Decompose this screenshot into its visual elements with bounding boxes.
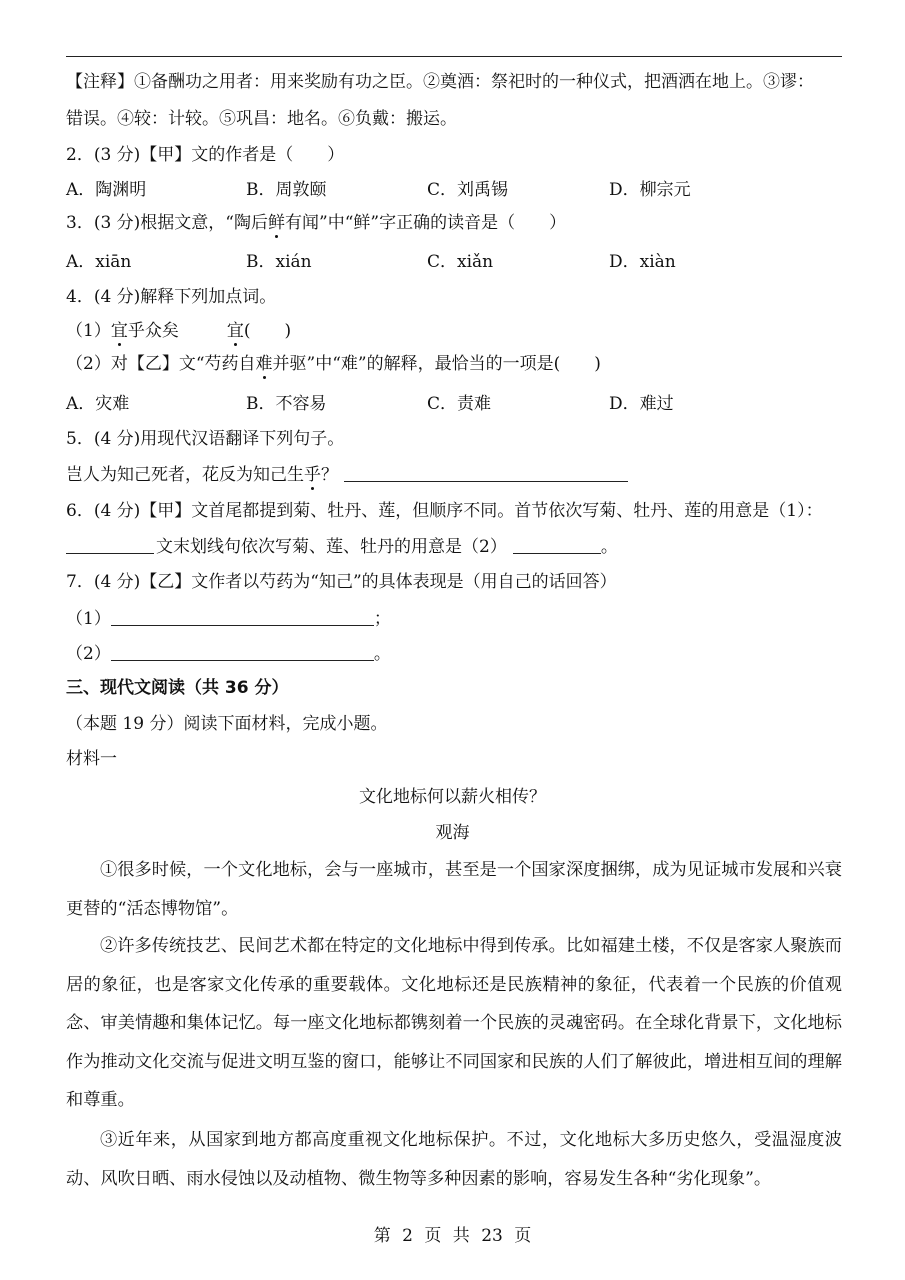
annotation-note: 【注释】①备酬功之用者：用来奖励有功之臣。②奠酒：祭祀时的一种仪式，把酒洒在地上。③谬： (66, 72, 814, 92)
q3-option-d[interactable]: D．xiàn (609, 252, 676, 272)
q4-option-b[interactable]: B．不容易 (246, 394, 327, 414)
q5-sentence (66, 464, 628, 486)
q7-answer-blank-1[interactable] (111, 608, 374, 626)
q4-sub1-word: 宜 (226, 321, 244, 341)
section-3-title: 三、现代文阅读（共 36 分） (66, 678, 289, 698)
article-paragraph-2: ②许多传统技艺、民间艺术都在特定的文化地标中得到传承。比如福建土楼，不仅是客家人聚族而居的象征，也是客家文化传承的重要载体。文化地标还是民族精神的象征，代表着一个民族的价值观念、审美情趣和集体记忆。每一座文化地标都镌刻着一个民族的灵魂密码。在全球化背景下，文化地标作为推动文化交流与促进文明互鉴的窗口，能够让不同国家和民族的人们了解彼此，增进相互间的理解和尊重。 (66, 936, 842, 1111)
article-paragraph-1: ①很多时候，一个文化地标，会与一座城市，甚至是一个国家深度捆绑，成为见证城市发展和兴衰更替的“活态博物馆”。 (66, 860, 842, 919)
q4-sub2-part-a: （2）对【乙】文“芍药自 (66, 354, 256, 374)
article-title: 文化地标何以薪火相传？ (359, 787, 546, 807)
question-7-stem: 7．(4 分)【乙】文作者以芍药为“知己”的具体表现是（用自己的话回答） (66, 572, 617, 592)
q7-sub1-end: ； (373, 609, 391, 629)
q6-line2-text: 文末划线句依次写菊、莲、牡丹的用意是（2） (156, 537, 507, 557)
article-paragraph-3: ③近年来，从国家到地方都高度重视文化地标保护。不过，文化地标大多历史悠久，受温湿度波动、风吹日晒、雨水侵蚀以及动植物、微生物等多种因素的影响，容易发生各种“劣化现象”。 (66, 1130, 842, 1189)
q3-option-b[interactable]: B．xián (246, 252, 312, 272)
q3-option-a[interactable]: A．xiān (66, 252, 132, 272)
q7-sub2-end: 。 (373, 644, 391, 664)
q4-sub2 (66, 353, 601, 375)
q3-option-c[interactable]: C．xiǎn (427, 252, 494, 272)
q7-sub2 (66, 643, 391, 665)
q4-sub1-answer-paren[interactable]: ( ) (243, 321, 292, 341)
q3-stem-part-a: 3．(3 分)根据文意，“陶后 (66, 213, 268, 233)
top-rule (66, 56, 842, 57)
question-5-stem: 5．(4 分)用现代汉语翻译下列句子。 (66, 429, 345, 449)
q5-dotted-char: 乎 (304, 465, 321, 485)
question-6-line1: 6．(4 分)【甲】文首尾都提到菊、牡丹、莲，但顺序不同。首节依次写菊、牡丹、莲的用意是（1）： (66, 501, 823, 521)
q4-sub2-dotted-char: 难 (255, 354, 273, 374)
question-6-line2 (66, 536, 618, 558)
q7-sub1-label: （1） (66, 609, 111, 629)
q3-stem-part-b: 有闻”中“鲜”字正确的读音是（ ） (285, 213, 567, 233)
q7-sub2-label: （2） (66, 644, 111, 664)
q5-sentence-part-a: 岂人为知己死者，花反为知己生 (66, 465, 304, 485)
q4-option-a[interactable]: A．灾难 (66, 394, 130, 414)
q4-option-d[interactable]: D．难过 (609, 394, 674, 414)
q4-sub1-rest: 乎众矣 (127, 321, 179, 341)
article-author: 观海 (435, 823, 470, 843)
q4-sub1 (66, 320, 291, 342)
q4-option-c[interactable]: C．责难 (427, 394, 492, 414)
q2-option-a[interactable]: A．陶渊明 (66, 180, 147, 200)
q7-sub1 (66, 608, 391, 630)
q2-option-d[interactable]: D．柳宗元 (609, 180, 691, 200)
question-3-stem (66, 212, 566, 234)
question-2-stem: 2．(3 分)【甲】文的作者是（ ） (66, 145, 345, 165)
q3-dotted-char: 鲜 (268, 213, 285, 233)
section-3-intro: （本题 19 分）阅读下面材料，完成小题。 (66, 714, 388, 734)
q6-line2-end: 。 (600, 537, 618, 557)
q6-answer-blank-1[interactable] (66, 536, 154, 554)
question-4-stem: 4．(4 分)解释下列加点词。 (66, 287, 277, 307)
annotation-note-cont: 错误。④较：计较。⑤巩昌：地名。⑥负戴：搬运。 (66, 109, 457, 129)
material-label: 材料一 (66, 749, 117, 769)
q4-sub1-dotted-char: 宜 (110, 321, 128, 341)
page-footer: 第 2 页 共 23 页 (373, 1226, 532, 1246)
q4-sub2-part-b: 并驱”中“难”的解释，最恰当的一项是( ) (272, 354, 601, 374)
q7-answer-blank-2[interactable] (111, 643, 374, 661)
q4-sub1-label: （1） (66, 321, 111, 341)
q5-sentence-part-b: ？ (321, 465, 338, 485)
q5-answer-blank[interactable] (344, 464, 628, 482)
q2-option-b[interactable]: B．周敦颐 (246, 180, 327, 200)
q2-option-c[interactable]: C．刘禹锡 (427, 180, 509, 200)
q6-answer-blank-2[interactable] (513, 536, 601, 554)
